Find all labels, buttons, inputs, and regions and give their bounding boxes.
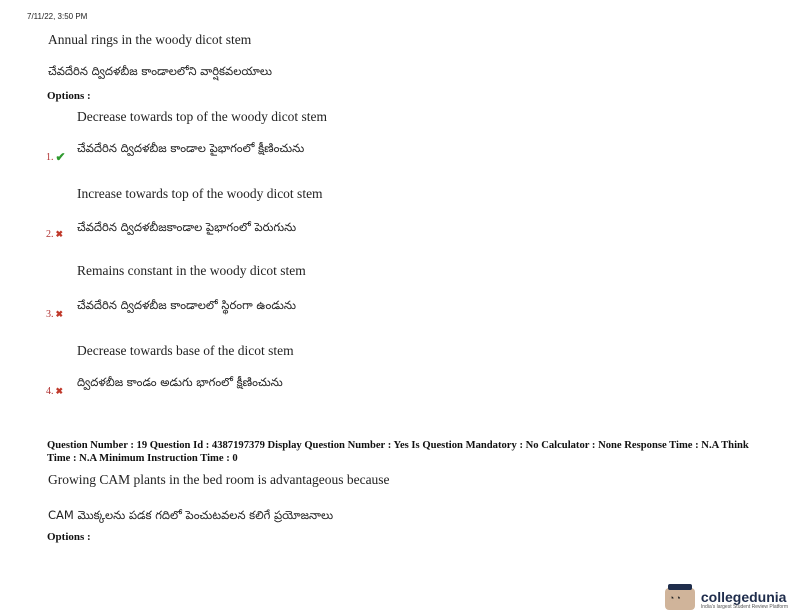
options-label: Options :: [47, 90, 91, 102]
option-4-english: Decrease towards base of the dicot stem: [77, 343, 294, 358]
option-number: 3.: [46, 309, 54, 320]
option-2-english: Increase towards top of the woody dicot stem: [77, 186, 323, 201]
option-3-telugu: చేవదేరిన ద్విదళబీజ కాండాలలో స్థిరంగా ఉండును: [77, 298, 296, 312]
option-1-telugu: చేవదేరిన ద్విదళబీజ కాండాల పైభాగంలో క్షీణించును: [77, 141, 305, 155]
graduate-mascot-icon: [665, 588, 695, 610]
cross-icon: ✖: [55, 386, 64, 396]
question-19-english: Growing CAM plants in the bed room is advantageous because: [48, 472, 390, 487]
option-2-telugu: చేవదేరిన ద్విదళబీజకాండాల పైభాగంలో పెరుగును: [77, 220, 297, 234]
logo-name: collegedunia: [700, 588, 787, 605]
options-label: Options :: [47, 531, 91, 543]
logo-tagline: India's largest Student Review Platform: [700, 603, 788, 610]
option-4-marker: [46, 386, 63, 397]
option-number: 1.: [46, 152, 54, 163]
option-1-english: Decrease towards top of the woody dicot stem: [77, 109, 328, 124]
cross-icon: ✖: [55, 309, 64, 319]
option-2-marker: [46, 229, 63, 240]
question-19-telugu: CAM మొక్కలను పడక గదిలో పెంచుటవలన కలిగే ప్రయోజనాలు: [48, 508, 334, 522]
option-3-english: Remains constant in the woody dicot stem: [77, 263, 306, 278]
option-4-telugu: ద్విదళబీజ కాండం అడుగు భాగంలో క్షీణించును: [77, 375, 283, 389]
option-1-marker: [46, 150, 66, 165]
option-number: 2.: [46, 229, 54, 240]
check-icon: ✔: [55, 150, 66, 164]
collegedunia-logo: [665, 588, 788, 610]
option-number: 4.: [46, 386, 54, 397]
question-18-english: Annual rings in the woody dicot stem: [48, 32, 252, 47]
question-18-telugu: చేవదేరిన ద్విదళబీజ కాండాలలోని వార్షికవలయాలు: [48, 64, 273, 78]
question-19-meta: Question Number : 19 Question Id : 4387197379 Display Question Number : Yes Is Question Mandatory : No Calculator : None Response Time : N.A Think Time : N.A Minimum Instruction Time : 0: [47, 440, 749, 464]
option-3-marker: [46, 309, 63, 320]
print-timestamp: 7/11/22, 3:50 PM: [27, 12, 88, 21]
cross-icon: ✖: [55, 229, 64, 239]
